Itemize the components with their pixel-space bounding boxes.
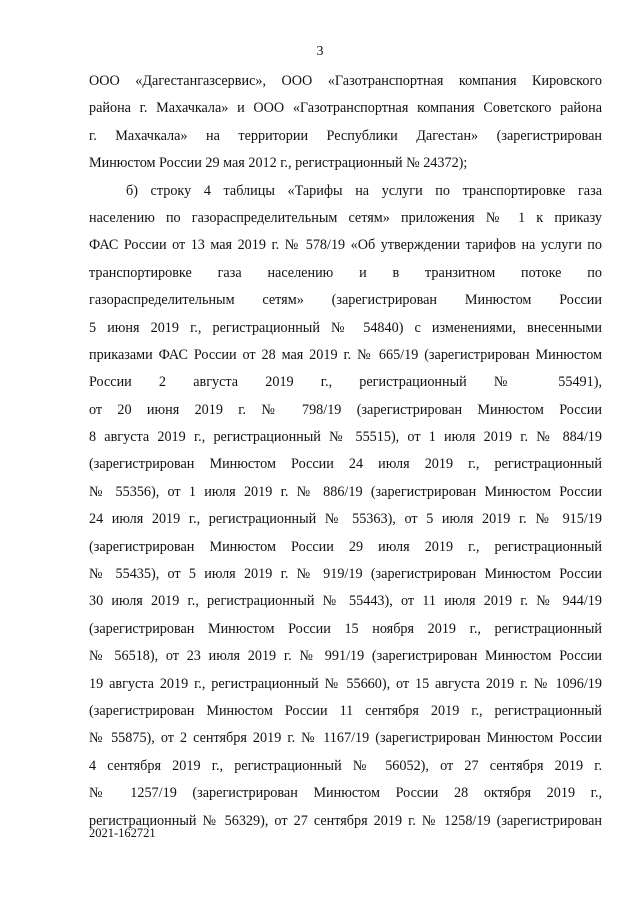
paragraph-first-line: б) строку 4 таблицы «Тарифы на услуги по транспортировке газа (126, 182, 602, 199)
text-line: ООО «Дагестангазсервис», ООО «Газотранспортная компания Кировского (89, 73, 602, 89)
text-line: от 20 июня 2019 г. № 798/19 (зарегистрирован Минюстом России (89, 401, 602, 418)
document-body (89, 72, 602, 839)
text-line: № 55356), от 1 июля 2019 г. № 886/19 (зарегистрирован Минюстом России (89, 483, 602, 500)
text-line: транспортировке газа населению и в транзитном потоке по (89, 264, 602, 281)
page-number: 3 (316, 44, 324, 59)
text-line: 19 августа 2019 г., регистрационный № 55660), от 15 августа 2019 г. № 1096/19 (89, 675, 602, 692)
text-line: (зарегистрирован Минюстом России 15 ноября 2019 г., регистрационный (89, 620, 602, 637)
text-line: № 55875), от 2 сентября 2019 г. № 1167/19 (зарегистрирован Минюстом России (89, 730, 602, 747)
text-line: Минюстом России 29 мая 2012 г., регистрационный № 24372); (89, 155, 468, 172)
text-line: (зарегистрирован Минюстом России 29 июля 2019 г., регистрационный (89, 538, 602, 555)
text-line: 8 августа 2019 г., регистрационный № 55515), от 1 июля 2019 г. № 884/19 (89, 429, 602, 446)
text-line: 4 сентября 2019 г., регистрационный № 56052), от 27 сентября 2019 г. (89, 757, 602, 774)
text-line: района г. Махачкала» и ООО «Газотранспортная компания Советского района (89, 100, 602, 117)
text-line: газораспределительным сетям» (зарегистрирован Минюстом России (89, 292, 602, 309)
text-line: населению по газораспределительным сетям» приложения № 1 к приказу (89, 209, 602, 226)
text-line: № 1257/19 (зарегистрирован Минюстом России 28 октября 2019 г., (89, 785, 602, 802)
text-line: приказами ФАС России от 28 мая 2019 г. № 665/19 (зарегистрирован Минюстом (89, 346, 602, 363)
text-line: г. Махачкала» на территории Республики Дагестан» (зарегистрирован (89, 127, 602, 144)
text-line: 30 июля 2019 г., регистрационный № 55443), от 11 июля 2019 г. № 944/19 (89, 593, 602, 610)
text-line: № 56518), от 23 июля 2019 г. № 991/19 (зарегистрирован Минюстом России (89, 648, 602, 665)
document-code: 2021-162721 (89, 826, 156, 840)
text-line: 5 июня 2019 г., регистрационный № 54840) с изменениями, внесенными (89, 319, 602, 336)
text-line: России 2 августа 2019 г., регистрационный № 55491), (89, 374, 602, 391)
text-line: № 55435), от 5 июля 2019 г. № 919/19 (зарегистрирован Минюстом России (89, 566, 602, 583)
text-line: (зарегистрирован Минюстом России 11 сентября 2019 г., регистрационный (89, 702, 602, 719)
text-line: 24 июля 2019 г., регистрационный № 55363), от 5 июля 2019 г. № 915/19 (89, 511, 602, 528)
text-line: ФАС России от 13 мая 2019 г. № 578/19 «Об утверждении тарифов на услуги по (89, 237, 602, 254)
text-line: регистрационный № 56329), от 27 сентября 2019 г. № 1258/19 (зарегистрирован (89, 812, 602, 829)
text-line: (зарегистрирован Минюстом России 24 июля 2019 г., регистрационный (89, 456, 602, 473)
